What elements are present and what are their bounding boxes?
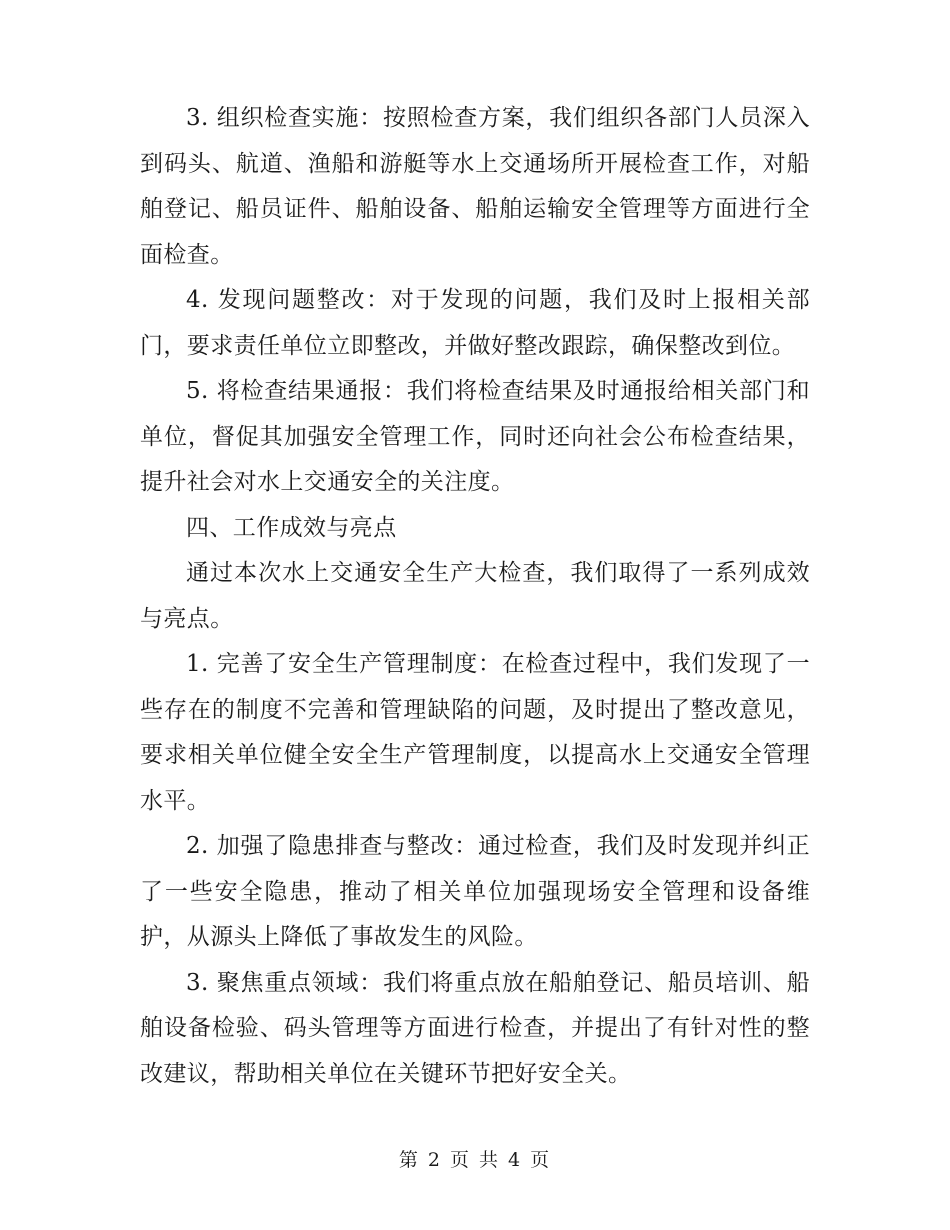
page-number-footer: 第 2 页 共 4 页 [398, 1149, 552, 1171]
paragraph-item-3-organize-inspection: 3. 组织检查实施：按照检查方案，我们组织各部门人员深入到码头、航道、渔船和游艇等水上交通场所开展检查工作，对船舶登记、船员证件、船舶设备、船舶运输安全管理等方面进行全面检查。 [140, 105, 810, 268]
section-heading-results-highlights: 四、工作成效与亮点 [186, 514, 397, 541]
paragraph-highlight-1-management-system: 1. 完善了安全生产管理制度：在检查过程中，我们发现了一些存在的制度不完善和管理缺陷的问题，及时提出了整改意见，要求相关单位健全安全生产管理制度，以提高水上交通安全管理水平。 [140, 651, 810, 814]
paragraph-item-4-rectify-problems: 4. 发现问题整改：对于发现的问题，我们及时上报相关部门，要求责任单位立即整改，并做好整改跟踪，确保整改到位。 [140, 287, 810, 359]
paragraph-highlight-2-hazard-rectification: 2. 加强了隐患排查与整改：通过检查，我们及时发现并纠正了一些安全隐患，推动了相关单位加强现场安全管理和设备维护，从源头上降低了事故发生的风险。 [140, 833, 810, 950]
paragraph-highlight-3-key-areas: 3. 聚焦重点领域：我们将重点放在船舶登记、船员培训、船舶设备检验、码头管理等方面进行检查，并提出了有针对性的整改建议，帮助相关单位在关键环节把好安全关。 [140, 969, 810, 1087]
document-body [140, 96, 810, 1097]
paragraph-section-intro: 通过本次水上交通安全生产大检查，我们取得了一系列成效与亮点。 [140, 560, 810, 632]
paragraph-item-5-report-results: 5. 将检查结果通报：我们将检查结果及时通报给相关部门和单位，督促其加强安全管理工作，同时还向社会公布检查结果，提升社会对水上交通安全的关注度。 [140, 378, 810, 495]
